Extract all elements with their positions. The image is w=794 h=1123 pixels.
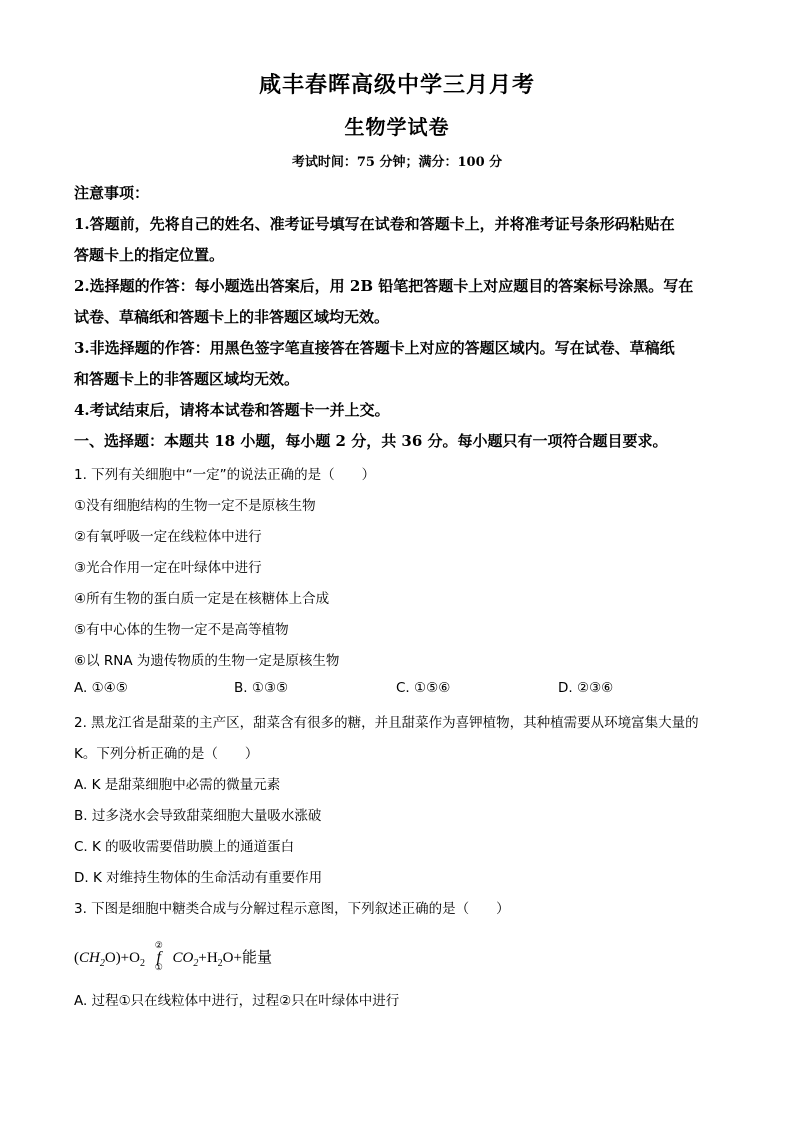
formula-co2: CO xyxy=(172,950,194,966)
notice-line: 和答题卡上的非答题区域均无效。 xyxy=(74,370,300,388)
formula-co2-sub: 2 xyxy=(193,958,199,969)
notice-line: 答题卡上的指定位置。 xyxy=(74,246,225,264)
q3-option-a: A. 过程①只在线粒体中进行，过程②只在叶绿体中进行 xyxy=(74,993,400,1009)
q2-option-a: A. K 是甜菜细胞中必需的微量元素 xyxy=(74,777,281,793)
formula-mark-bottom: ① xyxy=(154,962,163,972)
formula-h2o-sub: 2 xyxy=(217,958,223,969)
q1-item: ①没有细胞结构的生物一定不是原核生物 xyxy=(74,498,316,514)
formula-reactant-sub: 2 xyxy=(99,958,105,969)
notice-line: 试卷、草稿纸和答题卡上的非答题区域均无效。 xyxy=(74,308,390,326)
q3-stem: 3. 下图是细胞中糖类合成与分解过程示意图，下列叙述正确的是（ ） xyxy=(74,901,510,917)
q1-option-b: B. ①③⑤ xyxy=(234,680,289,696)
notice-heading: 注意事项： xyxy=(74,184,150,202)
formula-h2o-tail: O xyxy=(222,950,234,966)
notice-line: 4.考试结束后，请将本试卷和答题卡一并上交。 xyxy=(74,401,390,419)
notice-line: 1.答题前，先将自己的姓名、准考证号填写在试卷和答题卡上，并将准考证号条形码粘贴在 xyxy=(74,215,675,233)
formula-o2: O xyxy=(129,950,140,966)
q2-stem: 2. 黑龙江省是甜菜的主产区，甜菜含有很多的糖，并且甜菜作为喜钾植物，其种植需要从环境富集大量的 xyxy=(74,715,699,731)
exam-title: 咸丰春晖高级中学三月月考 xyxy=(258,72,535,98)
notice-line: 2.选择题的作答：每小题选出答案后，用 2B 铅笔把答题卡上对应题目的答案标号涂黑。写在 xyxy=(74,277,694,295)
formula-energy: 能量 xyxy=(241,950,272,966)
q1-option-c: C. ①⑤⑥ xyxy=(396,680,451,696)
q1-item: ⑥以 RNA 为遗传物质的生物一定是原核生物 xyxy=(74,653,340,669)
formula-arrow xyxy=(149,940,169,972)
q2-stem-cont: K。下列分析正确的是（ ） xyxy=(74,746,259,762)
q1-option-a: A. ①④⑤ xyxy=(74,680,128,696)
formula-reactant-tail: O xyxy=(104,950,116,966)
q1-stem: 1. 下列有关细胞中“一定”的说法正确的是（ ） xyxy=(74,467,376,483)
q3-reaction-formula: $(CH_2O)+O_2$ ② f ① $CO_2+H_2O+$能量 xyxy=(74,940,272,972)
q2-option-b: B. 过多浇水会导致甜菜细胞大量吸水涨破 xyxy=(74,808,322,824)
exam-meta: 考试时间：75 分钟；满分：100 分 xyxy=(291,155,503,170)
q1-item: ④所有生物的蛋白质一定是在核糖体上合成 xyxy=(74,591,330,607)
q1-item: ③光合作用一定在叶绿体中进行 xyxy=(74,560,262,576)
formula-f: f xyxy=(156,949,161,966)
formula-mark-top: ② xyxy=(154,940,163,950)
formula-reactant: CH xyxy=(79,950,100,966)
q2-option-d: D. K 对维持生物体的生命活动有重要作用 xyxy=(74,870,323,886)
q1-option-d: D. ②③⑥ xyxy=(558,680,614,696)
notice-line: 3.非选择题的作答：用黑色签字笔直接答在答题卡上对应的答题区域内。写在试卷、草稿纸 xyxy=(74,339,675,357)
q1-item: ②有氧呼吸一定在线粒体中进行 xyxy=(74,529,262,545)
exam-subtitle: 生物学试卷 xyxy=(344,115,450,139)
formula-h2o: H xyxy=(206,950,218,966)
formula-o2-sub: 2 xyxy=(140,958,145,969)
section-heading: 一、选择题：本题共 18 小题，每小题 2 分，共 36 分。每小题只有一项符合题目要求。 xyxy=(74,432,668,450)
q1-item: ⑤有中心体的生物一定不是高等植物 xyxy=(74,622,289,638)
q2-option-c: C. K 的吸收需要借助膜上的通道蛋白 xyxy=(74,839,295,855)
